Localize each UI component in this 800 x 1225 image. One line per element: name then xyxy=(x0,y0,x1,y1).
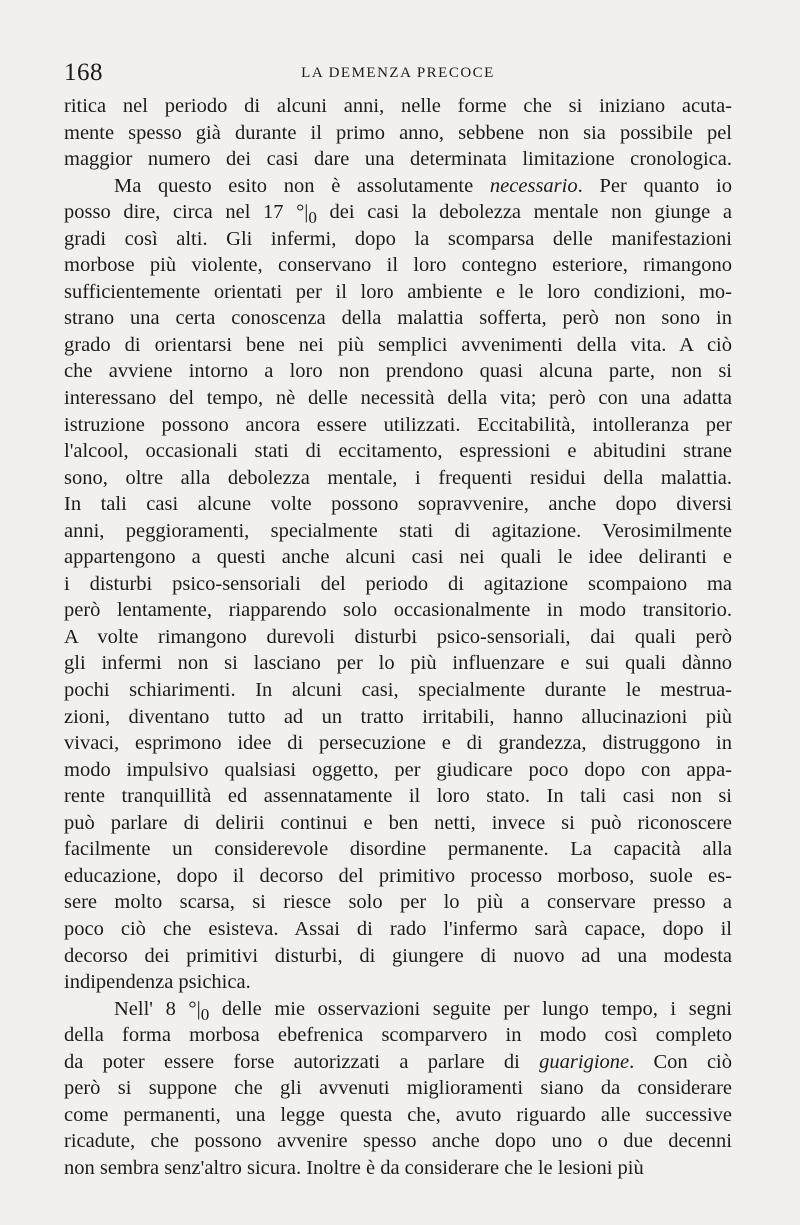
text-line: maggior numero dei casi dare una determinata limitazione cronologica. xyxy=(64,148,732,171)
text-line: vivaci, esprimono idee di persecuzione e di grandezza, distruggono in xyxy=(64,732,732,755)
text-line: interessano del tempo, nè delle necessità della vita; però con una adatta xyxy=(64,387,732,410)
text-line: ritica nel periodo di alcuni anni, nelle forme che si iniziano acuta- xyxy=(64,95,732,117)
text-line: gli infermi non si lasciano per lo più influenzare e sui quali dànno xyxy=(64,652,732,675)
text-line: però si suppone che gli avvenuti miglioramenti siano da considerare xyxy=(64,1077,732,1100)
text-line: indipendenza psichica. xyxy=(64,971,251,994)
text-line: può parlare di delirii continui e ben netti, invece si può riconoscere xyxy=(64,811,732,834)
percent-subscript: 0 xyxy=(200,1004,210,1023)
text-line: non sembra senz'altro sicura. Inoltre è da considerare che le lesioni più xyxy=(64,1156,644,1179)
text-line: educazione, dopo il decorso del primitivo processo morboso, suole es- xyxy=(64,864,732,887)
text-line: mente spesso già durante il primo anno, sebbene non sia possibile pel xyxy=(64,121,732,144)
text-line: sere molto scarsa, si riesce solo per lo più a conservare presso a xyxy=(64,891,732,914)
text-line: zioni, diventano tutto ad un tratto irritabili, hanno allucinazioni più xyxy=(64,705,732,728)
text-line: della forma morbosa ebefrenica scomparvero in modo così completo xyxy=(64,1024,732,1047)
text-line: gradi così alti. Gli infermi, dopo la scomparsa delle manifestazioni xyxy=(64,227,732,250)
text-line: poco ciò che esisteva. Assai di rado l'infermo sarà capace, dopo il xyxy=(64,917,732,940)
text-line: strano una certa conoscenza della malattia sofferta, però non sono in xyxy=(64,307,732,330)
text-line: Nell' 8 $^\circ|_0$ delle mie osservazioni seguite per lungo tempo, i segni xyxy=(114,997,732,1023)
text-line: A volte rimangono durevoli disturbi psico-sensoriali, dai quali però xyxy=(64,625,732,648)
text-line: modo impulsivo qualsiasi oggetto, per giudicare poco dopo con appa- xyxy=(64,758,732,781)
text-line: però lentamente, riapparendo solo occasionalmente in modo transitorio. xyxy=(64,599,732,622)
text-line: da poter essere forse autorizzati a parlare di guarigione. Con ciò xyxy=(64,1050,732,1073)
text-line: che avviene intorno a loro non prendono quasi alcuna parte, non si xyxy=(64,360,732,383)
page-number: 168 xyxy=(64,59,103,86)
text-line: sufficientemente orientati per il loro ambiente e le loro condizioni, mo- xyxy=(64,280,732,303)
text-line: In tali casi alcune volte possono sopravvenire, anche dopo diversi xyxy=(64,493,732,516)
text-line: decorso dei primitivi disturbi, di giungere di nuovo ad una modesta xyxy=(64,944,732,967)
text-line: come permanenti, una legge questa che, avuto riguardo alle successive xyxy=(64,1103,732,1126)
italic-term: necessario xyxy=(489,174,578,197)
text-line: rente tranquillità ed assennatamente il loro stato. In tali casi non si xyxy=(64,785,732,808)
text-line: ricadute, che possono avvenire spesso anche dopo uno o due decenni xyxy=(64,1130,732,1153)
text-line: posso dire, circa nel 17 $^\circ|_0$ dei casi la debolezza mentale non giunge a xyxy=(64,201,732,226)
text-line: facilmente un considerevole disordine permanente. La capacità alla xyxy=(64,838,732,861)
text-line: grado di orientarsi bene nei più semplici avvenimenti della vita. A ciò xyxy=(64,333,732,356)
italic-term: guarigione xyxy=(539,1050,630,1073)
text-line: i disturbi psico-sensoriali del periodo di agitazione scompaiono ma xyxy=(64,572,732,595)
text-line: pochi schiarimenti. In alcuni casi, specialmente durante le mestrua- xyxy=(64,679,732,702)
text-line: anni, peggioramenti, specialmente stati di agitazione. Verosimilmente xyxy=(64,519,732,542)
text-line: Ma questo esito non è assolutamente necessario. Per quanto io xyxy=(114,174,732,197)
body-text xyxy=(64,93,732,1181)
running-title: LA DEMENZA PRECOCE xyxy=(301,65,495,81)
text-line: l'alcool, occasionali stati di eccitamento, espressioni e abitudini strane xyxy=(64,440,732,463)
percent-subscript: 0 xyxy=(308,208,317,226)
page-header xyxy=(64,58,732,88)
text-line: istruzione possono ancora essere utilizzati. Eccitabilità, intolleranza per xyxy=(64,413,732,436)
text-line: morbose più violente, conservano il loro contegno esteriore, rimangono xyxy=(64,254,732,277)
text-line: appartengono a questi anche alcuni casi nei quali le idee deliranti e xyxy=(64,546,732,569)
text-line: sono, oltre alla debolezza mentale, i frequenti residui della malattia. xyxy=(64,466,732,489)
